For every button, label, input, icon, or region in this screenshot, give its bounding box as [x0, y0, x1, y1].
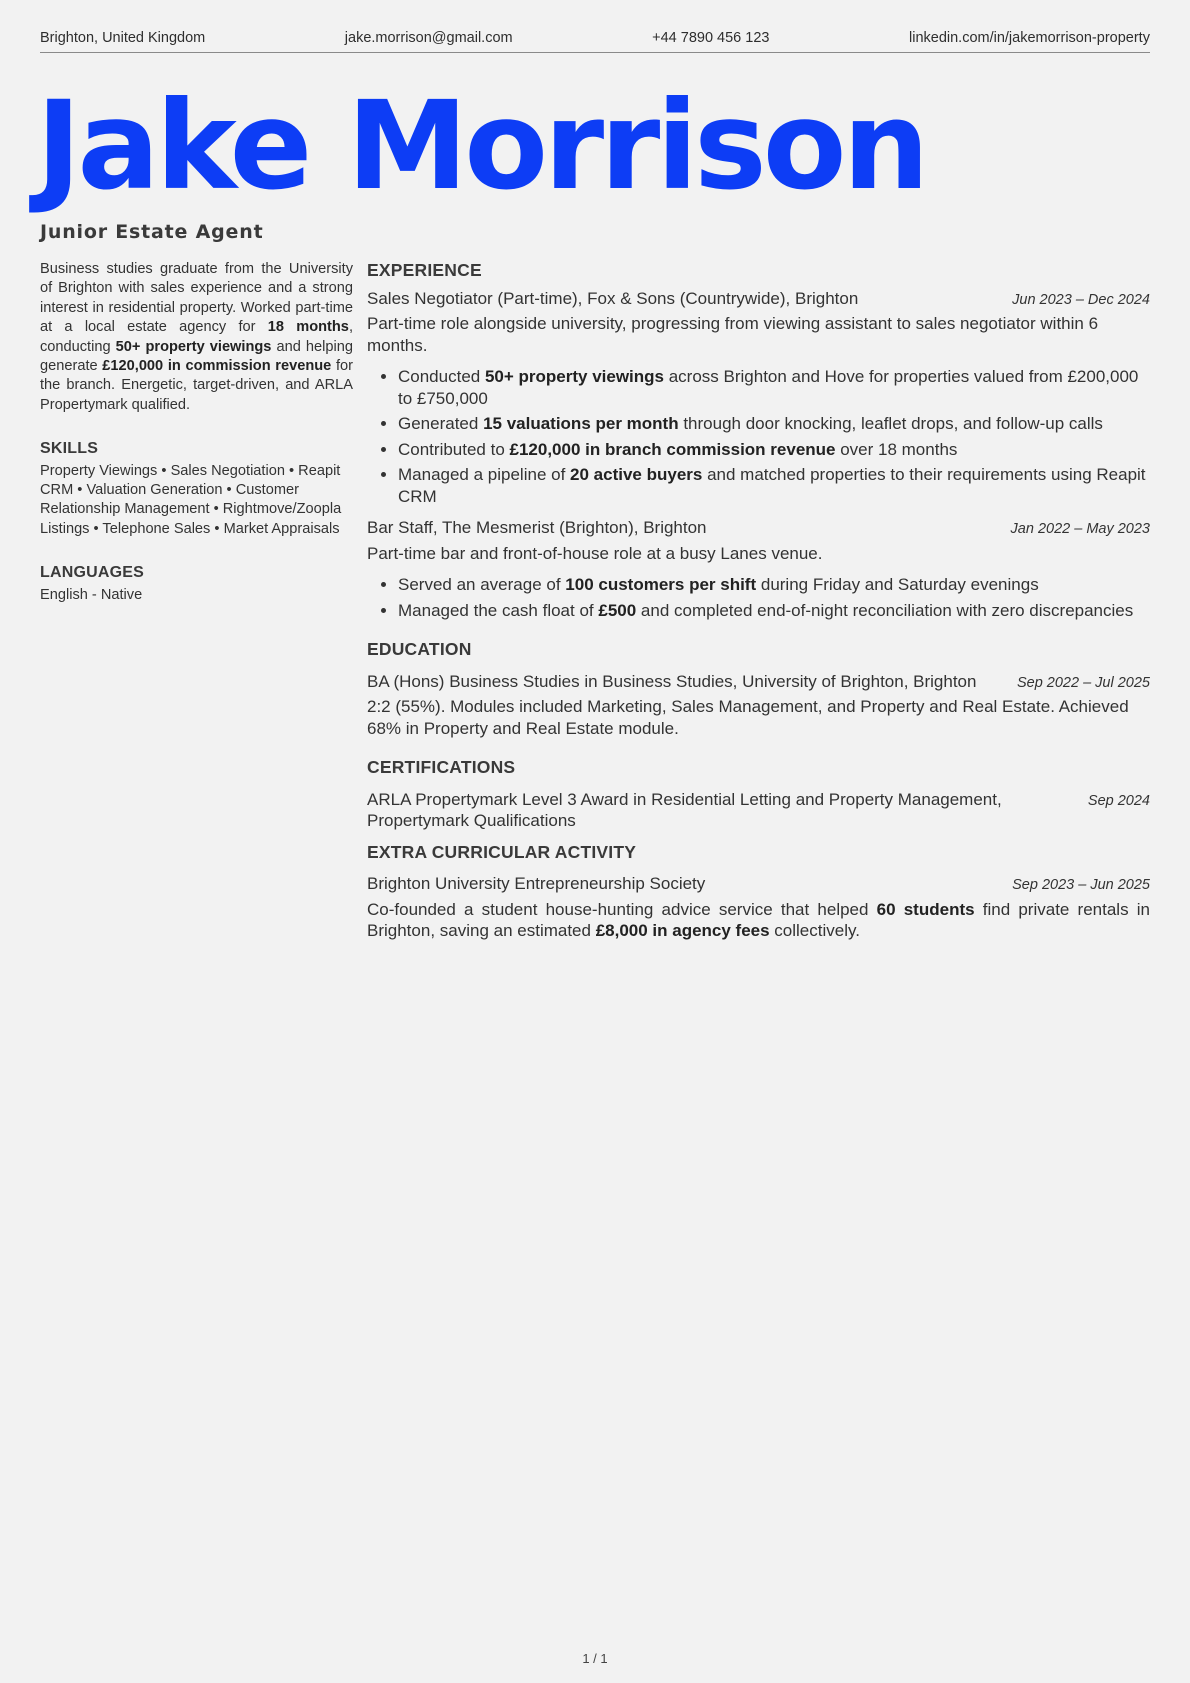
contact-phone[interactable]: +44 7890 456 123 — [652, 30, 770, 46]
contact-bar — [40, 30, 1150, 53]
degree-title: BA (Hons) Business Studies in Business Studies, University of Brighton, Brighton — [367, 671, 977, 691]
summary-highlight: £120,000 in commission revenue — [102, 358, 332, 375]
activity-title: Brighton University Entrepreneurship Society — [367, 874, 706, 893]
education-description: 2:2 (55%). Modules included Marketing, Sales Management, and Property and Real Estate. Achieved 68% in Property and Real Estate module. — [367, 697, 1129, 738]
job-entry — [367, 288, 1150, 508]
contact-email[interactable]: jake.morrison@gmail.com — [344, 30, 513, 46]
job-bullets — [367, 366, 1150, 507]
job-bullets — [367, 574, 1150, 621]
page-number: 1 / 1 — [582, 1651, 608, 1666]
education-entry — [367, 671, 1150, 740]
summary — [40, 260, 353, 415]
skills-list: Property Viewings • Sales Negotiation • Reapit CRM • Valuation Generation • Customer Relationship Management • Rightmove/Zoopla Listings • Telephone Sales • Market Appraisals — [40, 462, 342, 537]
left-column — [40, 260, 353, 605]
education-dates: Sep 2022 – Jul 2025 — [1016, 674, 1150, 691]
certification-date: Sep 2024 — [1087, 792, 1150, 809]
extra-curricular-entry — [367, 873, 1150, 942]
certification-title: ARLA Propertymark Level 3 Award in Residential Letting and Property Management, Propertymark Qualifications — [367, 789, 1002, 830]
activity-dates: Sep 2023 – Jun 2025 — [1012, 877, 1150, 893]
job-dates: Jan 2022 – May 2023 — [1010, 521, 1150, 537]
job-description: Part-time role alongside university, progressing from viewing assistant to sales negotiator within 6 months. — [367, 314, 1099, 355]
bullet-item: • Managed a pipeline of 20 active buyers and matched properties to their requirements using Reapit CRM — [398, 464, 1150, 507]
bullet-item: • Contributed to £120,000 in branch commission revenue over 18 months — [398, 439, 1150, 461]
summary-text: Business studies graduate from the University of Brighton with sales experience and a strong interest in residential property. Worked part-time at a local estate agency for — [40, 261, 353, 336]
job-description: Part-time bar and front-of-house role at a busy Lanes venue. — [367, 543, 823, 563]
extra-curricular-heading: EXTRA CURRICULAR ACTIVITY — [367, 841, 637, 862]
certification-entry — [367, 789, 1150, 832]
certifications-heading: CERTIFICATIONS — [367, 757, 516, 777]
job-entry — [367, 517, 1150, 621]
contact-location: Brighton, United Kingdom — [40, 30, 206, 46]
job-title: Junior Estate Agent — [40, 221, 264, 243]
bullet-item: • Conducted 50+ property viewings across Brighton and Hove for properties valued from £200,000 to £750,000 — [398, 366, 1150, 409]
summary-highlight: 18 months — [267, 319, 349, 336]
summary-text: , conducting — [40, 319, 353, 355]
summary-text: and helping generate — [40, 338, 353, 375]
job-title-line: Sales Negotiator (Part-time), Fox & Sons (Countrywide), Brighton — [367, 288, 859, 308]
skills-heading: SKILLS — [40, 440, 99, 458]
candidate-name: Jake Morrison — [36, 75, 926, 217]
job-dates: Jun 2023 – Dec 2024 — [1012, 291, 1150, 308]
summary-text: for the branch. Energetic, target-driven, and ARLA Propertymark qualified. — [40, 358, 354, 413]
activity-description: Co-founded a student house-hunting advice service that helped 60 students find private rentals in Brighton, saving an estimated £8,000 in agency fees collectively. — [367, 899, 1150, 940]
bullet-item: • Managed the cash float of £500 and completed end-of-night reconciliation with zero discrepancies — [398, 600, 1150, 622]
bullet-item: • Served an average of 100 customers per shift during Friday and Saturday evenings — [398, 574, 1150, 596]
languages-heading: LANGUAGES — [40, 564, 145, 582]
summary-highlight: 50+ property viewings — [115, 338, 272, 355]
job-title-line: Bar Staff, The Mesmerist (Brighton), Brighton — [367, 518, 707, 537]
bullet-item: • Generated 15 valuations per month through door knocking, leaflet drops, and follow-up calls — [398, 413, 1150, 435]
languages-list: English - Native — [40, 586, 143, 603]
contact-linkedin[interactable]: linkedin.com/in/jakemorrison-property — [909, 30, 1150, 46]
education-heading: EDUCATION — [367, 639, 472, 659]
experience-heading: EXPERIENCE — [367, 260, 482, 280]
right-column — [367, 260, 1150, 942]
